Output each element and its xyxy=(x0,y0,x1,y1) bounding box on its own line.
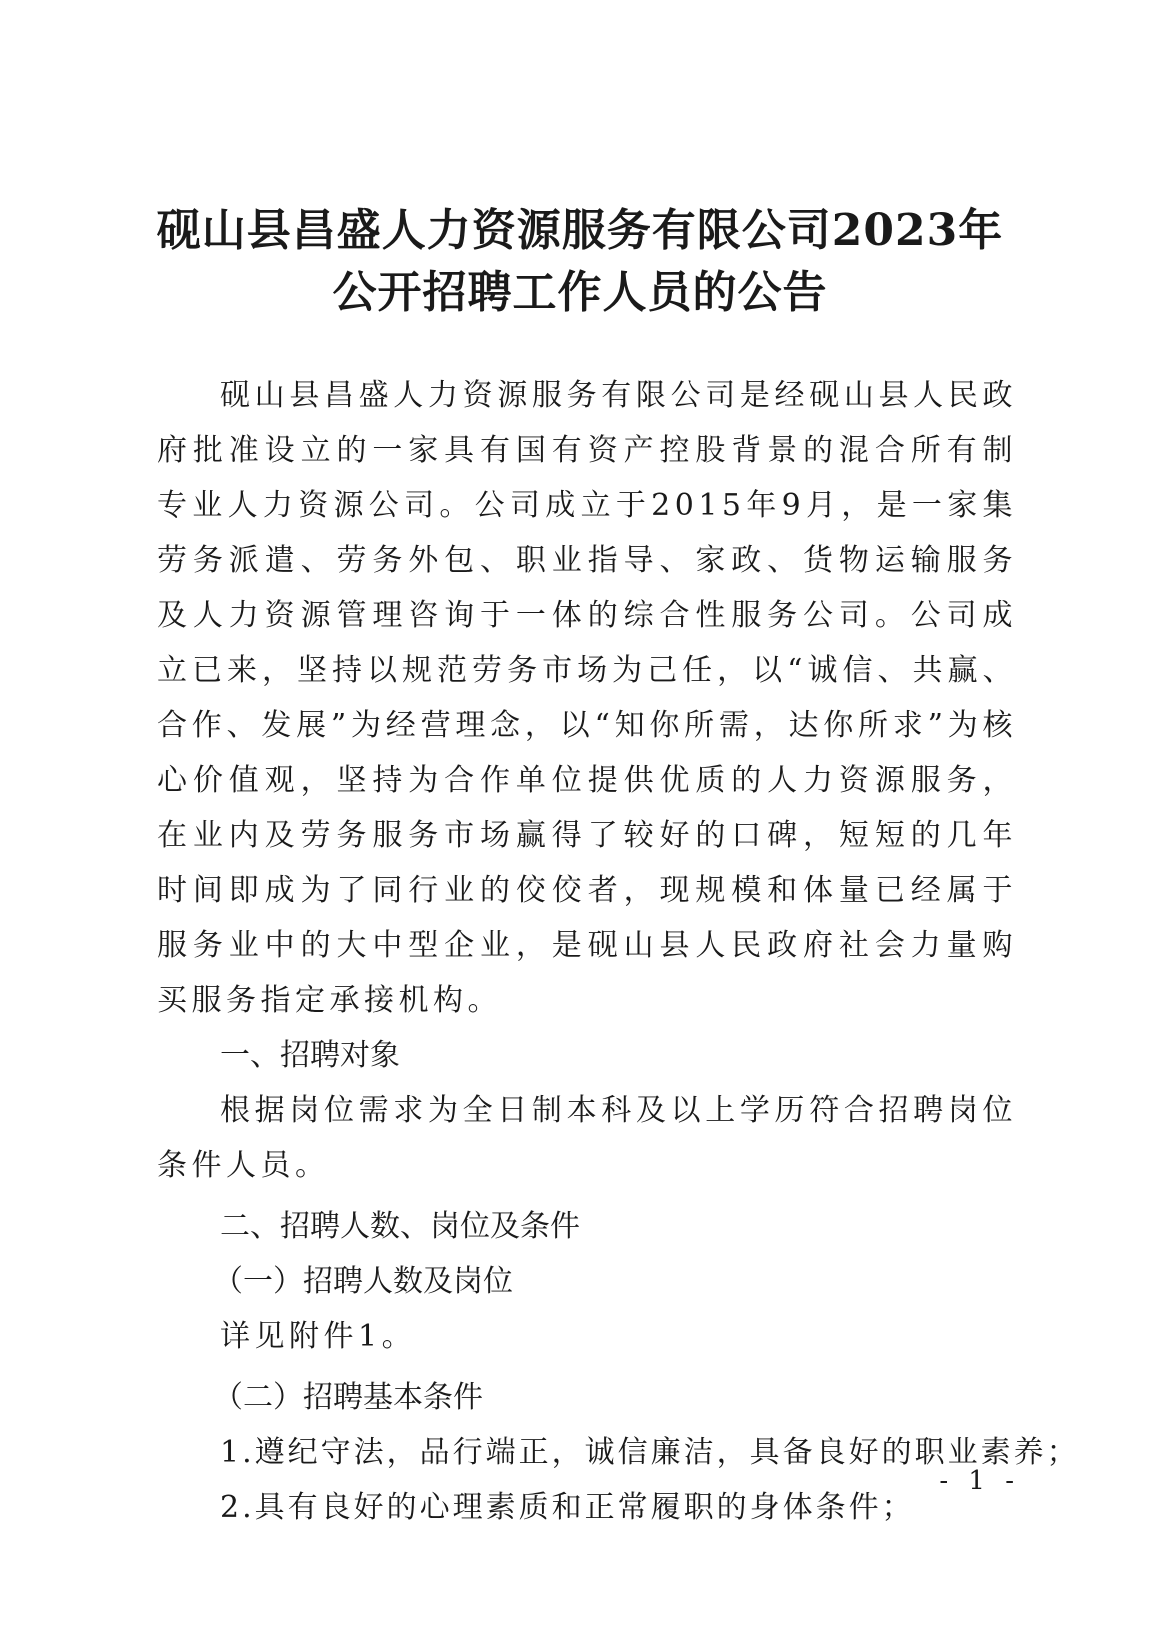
section-2-sub-1-text: 详见附件1。 xyxy=(220,1319,417,1354)
title-line-2: 公开招聘工作人员的公告 xyxy=(332,267,828,318)
page-number: - 1 - xyxy=(939,1466,1020,1496)
condition-item-2: 2.具有良好的心理素质和正常履职的身体条件； xyxy=(220,1490,915,1525)
section-2-heading: 二、招聘人数、岗位及条件 xyxy=(220,1209,580,1244)
condition-item-1: 1.遵纪守法，品行端正，诚信廉洁，具备良好的职业素养； xyxy=(220,1435,1080,1470)
document-body xyxy=(157,368,1080,1535)
section-1-heading: 一、招聘对象 xyxy=(220,1038,400,1073)
document-title xyxy=(120,200,1040,324)
section-2-sub-1-heading: （一）招聘人数及岗位 xyxy=(213,1264,513,1299)
title-line-1: 砚山县昌盛人力资源服务有限公司2023年 xyxy=(156,205,1004,256)
section-2-sub-2-heading: （二）招聘基本条件 xyxy=(213,1380,483,1415)
intro-paragraph: 砚山县昌盛人力资源服务有限公司是经砚山县人民政府批准设立的一家具有国有资产控股背景的混合所有制专业人力资源公司。公司成立于2015年9月，是一家集劳务派遣、劳务外包、职业指导、家政、货物运输服务及人力资源管理咨询于一体的综合性服务公司。公司成立已来，坚持以规范劳务市场为己任，以“诚信、共赢、合作、发展”为经营理念，以“知你所需，达你所求”为核心价值观，坚持为合作单位提供优质的人力资源服务，在业内及劳务服务市场赢得了较好的口碑，短短的几年时间即成为了同行业的佼佼者，现规模和体量已经属于服务业中的大中型企业，是砚山县人民政府社会力量购买服务指定承接机构。 xyxy=(157,378,1017,1018)
section-1-text: 根据岗位需求为全日制本科及以上学历符合招聘岗位条件人员。 xyxy=(157,1093,1017,1183)
